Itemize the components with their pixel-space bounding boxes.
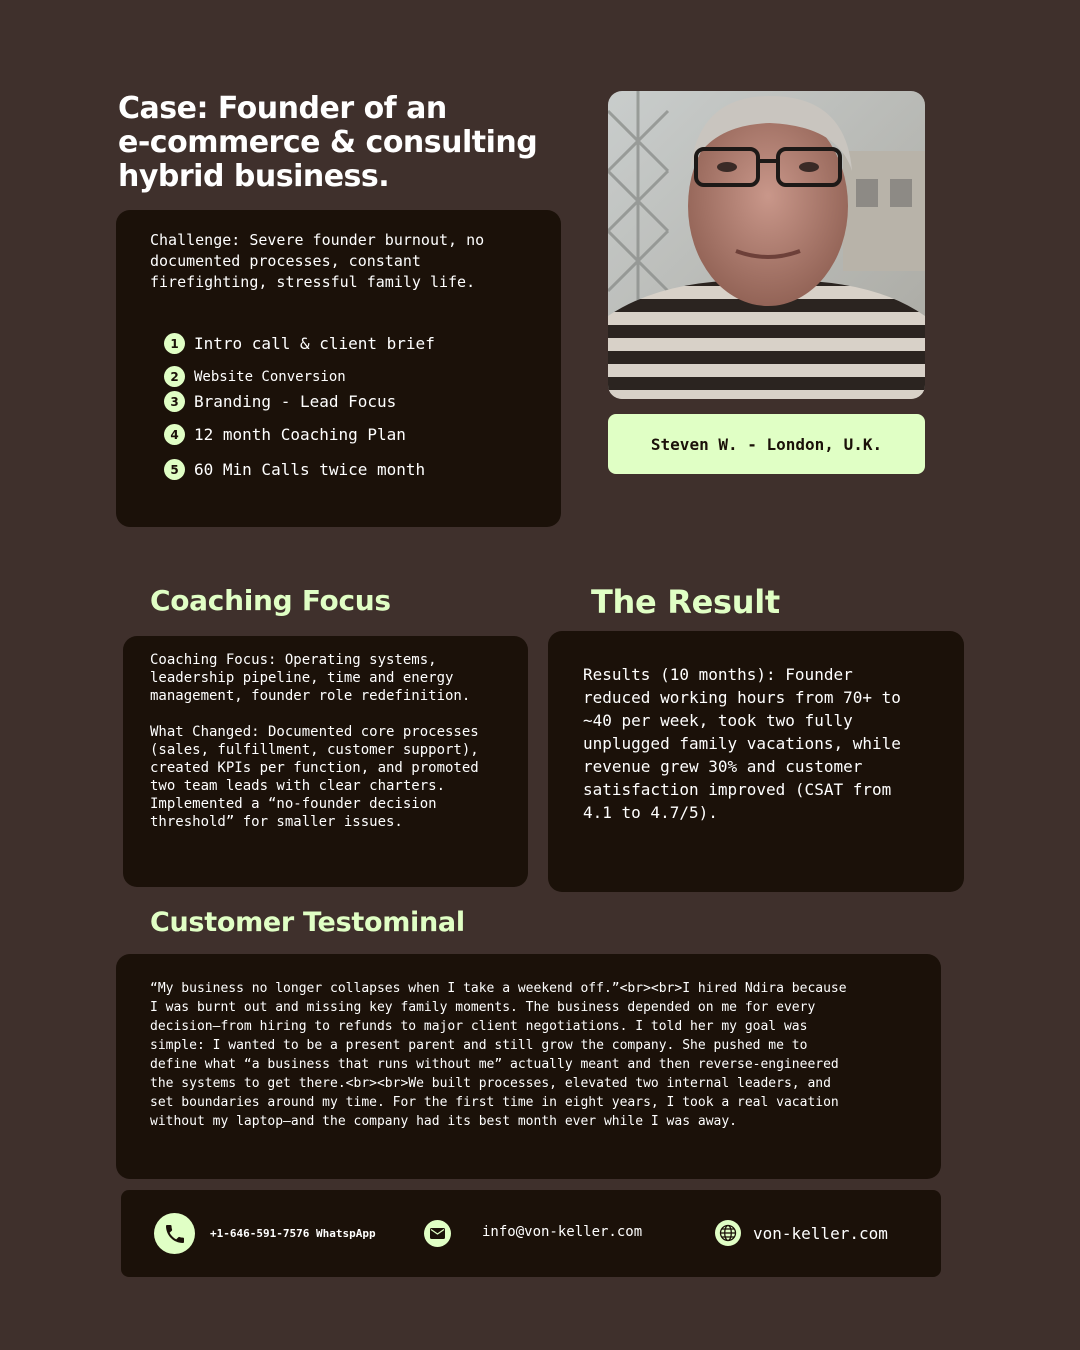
result-heading: The Result [591, 583, 780, 621]
step-item [164, 424, 406, 445]
phone-contact[interactable] [154, 1213, 376, 1254]
title-line: Case: Founder of an [118, 91, 447, 126]
step-number: 1 [164, 333, 185, 354]
client-name-badge [608, 414, 925, 474]
step-label: Website Conversion [194, 368, 346, 385]
step-number: 3 [164, 391, 185, 412]
step-item [164, 333, 435, 354]
phone-number: +1-646-591-7576 WhatspApp [210, 1227, 376, 1240]
challenge-text: Challenge: Severe founder burnout, no documented processes, constant firefighting, stressful family life. [150, 231, 485, 291]
coaching-heading: Coaching Focus [150, 584, 391, 617]
step-item [164, 459, 425, 480]
what-changed-text: What Changed: Documented core processes (sales, fulfillment, customer support), created KPIs per function, and promoted two team leads with clear charters. Implemented a “no-founder decision threshold” for smaller issues. [150, 724, 479, 830]
coaching-focus-text: Coaching Focus: Operating systems, leadership pipeline, time and energy management, founder role redefinition. [150, 652, 471, 704]
step-label: Intro call & client brief [194, 334, 435, 353]
portrait-image [608, 91, 925, 399]
website-url: von-keller.com [753, 1223, 888, 1243]
email-contact[interactable] [424, 1220, 642, 1247]
client-name: Steven W. - London, U.K. [650, 434, 883, 454]
coaching-card [123, 636, 528, 887]
title-line: e-commerce & consulting [118, 125, 538, 160]
step-number: 2 [164, 366, 185, 387]
website-contact[interactable] [715, 1220, 888, 1246]
testimonial-text: “My business no longer collapses when I take a weekend off.”<br><br>I hired Ndira because I was burnt out and missing key family moments. The business depended on me for every decision—from hiring to refunds to major client negotiations. I told her my goal was simple: I wanted to be a present parent and still grow the company. She pushed me to define what “a business that runs without me” actually meant and then reverse-engineered the systems to get there.<br><br>We built processes, elevated two internal leaders, and set boundaries around my time. For the first time in eight years, I took a real vacation without my laptop—and the company had its best month ever while I was away. [150, 981, 847, 1129]
contact-bar [121, 1190, 941, 1277]
phone-icon [154, 1213, 195, 1254]
title-line: hybrid business. [118, 159, 390, 194]
challenge-card [116, 210, 561, 527]
email-address: info@von-keller.com [482, 1223, 643, 1240]
step-item [164, 366, 346, 387]
testimonial-heading: Customer Testominal [150, 907, 465, 938]
step-number: 5 [164, 459, 185, 480]
envelope-icon [424, 1220, 451, 1247]
result-card [548, 631, 964, 892]
step-number: 4 [164, 424, 185, 445]
page-title [118, 92, 558, 194]
step-label: 60 Min Calls twice month [194, 460, 426, 479]
testimonial-card [116, 954, 941, 1179]
step-item [164, 391, 396, 412]
step-label: 12 month Coaching Plan [194, 425, 406, 444]
client-photo [608, 91, 925, 399]
step-label: Branding - Lead Focus [194, 392, 397, 411]
result-text: Results (10 months): Founder reduced working hours from 70+ to ~40 per week, took two fully unplugged family vacations, while revenue grew 30% and customer satisfaction improved (CSAT from 4.1 to 4.7/5). [583, 665, 901, 822]
globe-icon [715, 1220, 741, 1246]
